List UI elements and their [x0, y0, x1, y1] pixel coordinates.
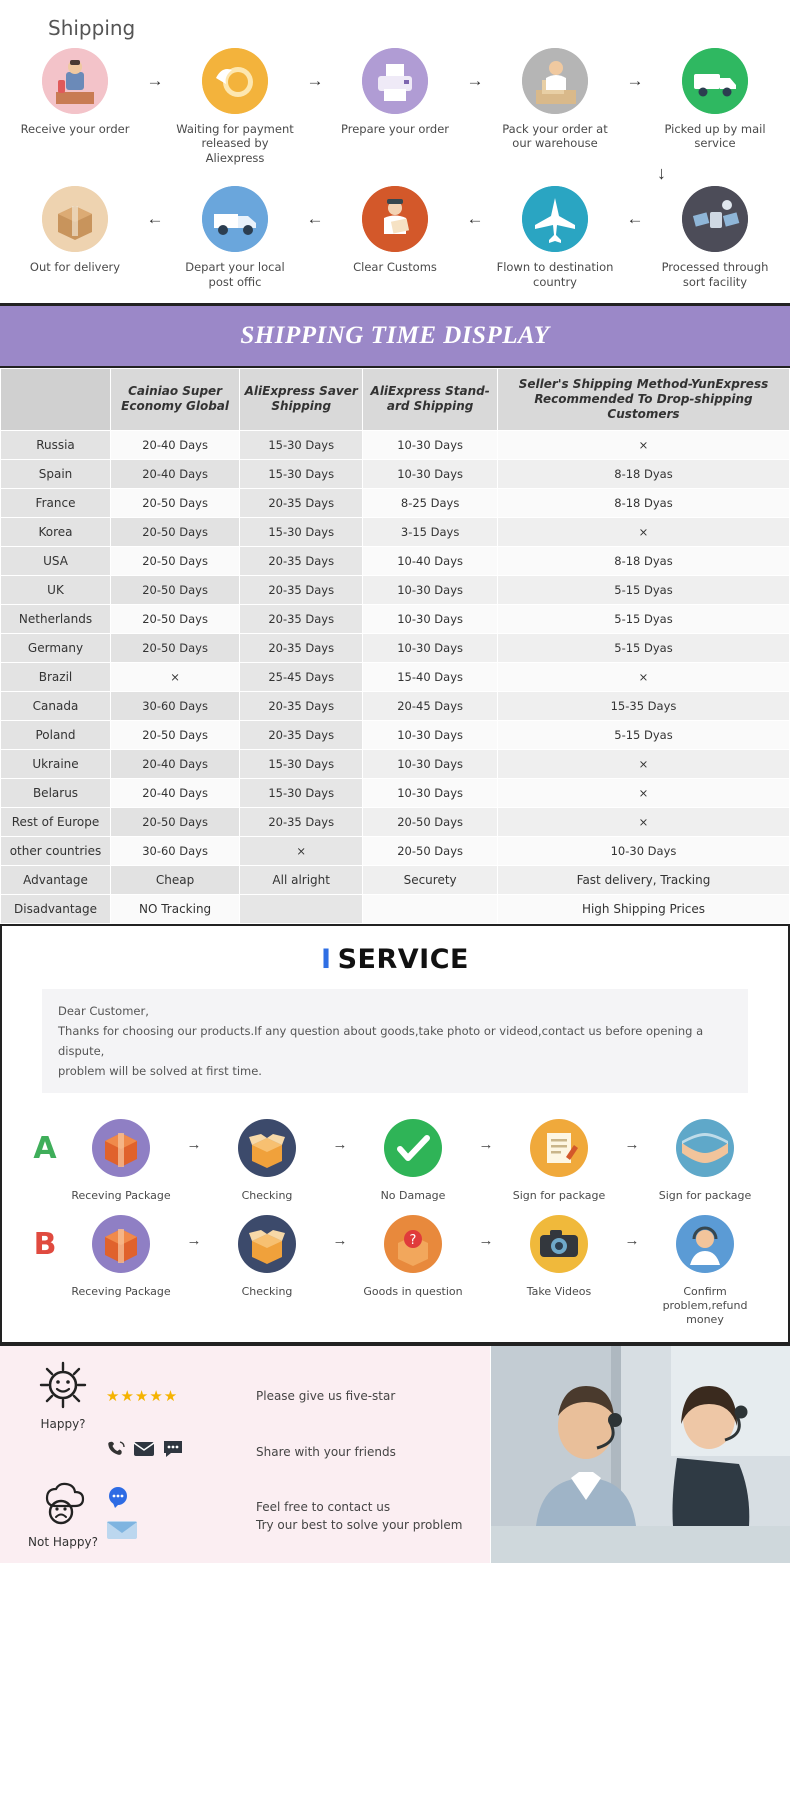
- call-center-photo: [490, 1346, 790, 1563]
- service-step: [63, 1115, 179, 1203]
- arrow-right-icon: →: [306, 71, 324, 90]
- five-star-rating: ★★★★★: [106, 1387, 179, 1405]
- service-section: [0, 924, 790, 1345]
- table-cell: Cheap: [111, 865, 240, 894]
- service-flow-row-a: [12, 1109, 778, 1205]
- table-cell: 20-35 Days: [240, 604, 363, 633]
- table-cell: 20-50 Days: [111, 604, 240, 633]
- envelope-icon[interactable]: [106, 1519, 138, 1546]
- table-cell-country: France: [1, 488, 111, 517]
- table-cell: 20-35 Days: [240, 691, 363, 720]
- table-cell: 30-60 Days: [111, 691, 240, 720]
- airplane-icon: [522, 186, 588, 252]
- open-box-icon: [234, 1115, 300, 1181]
- flow-step-label: Receive your order: [20, 122, 130, 136]
- table-cell: 20-50 Days: [111, 807, 240, 836]
- service-step-label: Take Videos: [526, 1285, 592, 1299]
- table-cell: 15-30 Days: [240, 430, 363, 459]
- happy-text-line-1: Please give us five-star: [256, 1388, 396, 1403]
- table-cell: ×: [497, 778, 789, 807]
- arrow-down-icon: ↓: [657, 163, 666, 184]
- service-step: [355, 1115, 471, 1203]
- arrow-right-icon: →: [478, 1135, 494, 1153]
- sun-happy-icon: [38, 1360, 88, 1415]
- happy-icons: [106, 1387, 256, 1405]
- happy-text: [256, 1387, 395, 1405]
- table-cell: ×: [497, 749, 789, 778]
- service-step-label: Confirm problem,refund money: [662, 1285, 748, 1326]
- flow-step: [493, 186, 617, 289]
- table-cell: Securety: [363, 865, 498, 894]
- table-cell: ×: [111, 662, 240, 691]
- check-mark-icon: [380, 1115, 446, 1181]
- delivery-van-icon: [202, 186, 268, 252]
- service-step-label: Sign for package: [512, 1189, 606, 1203]
- table-cell: 8-25 Days: [363, 488, 498, 517]
- arrow-left-icon: ←: [306, 209, 324, 229]
- flow-step: [173, 186, 297, 289]
- not-happy-text-line-2: Try our best to solve your problem: [256, 1517, 463, 1532]
- happy-text-line-2: Share with your friends: [256, 1444, 396, 1459]
- table-cell-country: Korea: [1, 517, 111, 546]
- arrow-right-icon: →: [626, 71, 644, 90]
- footer-contact-section: [0, 1344, 790, 1563]
- table-cell-country: Brazil: [1, 662, 111, 691]
- table-cell-country: other countries: [1, 836, 111, 865]
- table-cell: 8-18 Dyas: [497, 488, 789, 517]
- table-cell: Fast delivery, Tracking: [497, 865, 789, 894]
- arrow-right-icon: →: [478, 1231, 494, 1249]
- service-step: [355, 1211, 471, 1299]
- flow-step: [173, 48, 297, 165]
- arrow-left-icon: ←: [146, 209, 164, 229]
- footer-left: [0, 1346, 490, 1563]
- table-cell: 20-35 Days: [240, 575, 363, 604]
- arrow-right-icon: →: [146, 71, 164, 90]
- table-cell: 15-40 Days: [363, 662, 498, 691]
- table-cell-country: Rest of Europe: [1, 807, 111, 836]
- table-cell: 20-40 Days: [111, 749, 240, 778]
- service-step-label: Checking: [241, 1189, 293, 1203]
- service-step: [209, 1115, 325, 1203]
- table-cell: 20-50 Days: [363, 836, 498, 865]
- table-cell: 3-15 Days: [363, 517, 498, 546]
- table-cell: 5-15 Dyas: [497, 604, 789, 633]
- table-cell: NO Tracking: [111, 894, 240, 923]
- mail-icon[interactable]: [133, 1440, 155, 1463]
- contact-icons: [106, 1439, 256, 1464]
- service-step-label: No Damage: [380, 1189, 446, 1203]
- customer-notice: [42, 989, 748, 1094]
- flow-step: [13, 186, 137, 274]
- service-flow-row-b: [12, 1205, 778, 1328]
- footer-row-not-happy: [20, 1482, 482, 1549]
- table-cell: 10-30 Days: [363, 459, 498, 488]
- table-body: [1, 430, 790, 923]
- table-cell-country: Poland: [1, 720, 111, 749]
- flow-step-label: Waiting for payment released by Aliexpress: [176, 122, 294, 165]
- table-cell: [240, 894, 363, 923]
- service-step: [63, 1211, 179, 1299]
- svg-text:?: ?: [409, 1233, 417, 1249]
- flow-step-label: Out for delivery: [29, 260, 121, 275]
- table-cell-country: Russia: [1, 430, 111, 459]
- flow-step-label: Clear Customs: [353, 260, 437, 275]
- banner-title: SHIPPING TIME DISPLAY: [240, 321, 550, 349]
- arrow-right-icon: →: [186, 1231, 202, 1249]
- table-cell: 20-35 Days: [240, 546, 363, 575]
- table-cell-country: Ukraine: [1, 749, 111, 778]
- customer-support-icon: [672, 1211, 738, 1277]
- service-step-label: Goods in question: [363, 1285, 463, 1299]
- phone-icon[interactable]: [106, 1439, 126, 1464]
- not-happy-icons: [106, 1486, 256, 1546]
- flow-step: [653, 186, 777, 289]
- arrow-right-icon: →: [186, 1135, 202, 1153]
- table-cell: 20-50 Days: [111, 720, 240, 749]
- table-cell: [363, 894, 498, 923]
- table-cell-country: Germany: [1, 633, 111, 662]
- table-row: [1, 691, 790, 720]
- flow-step: [333, 186, 457, 274]
- table-cell: All alright: [240, 865, 363, 894]
- table-cell: 8-18 Dyas: [497, 459, 789, 488]
- service-step-label: Receving Package: [71, 1285, 171, 1299]
- printer-icon: [362, 48, 428, 114]
- table-cell: 20-45 Days: [363, 691, 498, 720]
- table-cell: 10-30 Days: [497, 836, 789, 865]
- sign-document-icon: [526, 1115, 592, 1181]
- table-cell: 20-50 Days: [111, 546, 240, 575]
- shipping-flow-row-2: [0, 182, 790, 289]
- table-cell-country: Belarus: [1, 778, 111, 807]
- service-step: [501, 1115, 617, 1203]
- parcel-box-icon: [42, 186, 108, 252]
- footer-row-happy: [20, 1360, 482, 1431]
- table-cell: 8-18 Dyas: [497, 546, 789, 575]
- service-step: [501, 1211, 617, 1299]
- table-cell: 20-40 Days: [111, 778, 240, 807]
- table-row: [1, 836, 790, 865]
- not-happy-text-line-1: Feel free to contact us: [256, 1499, 391, 1514]
- service-step-label: Sign for package: [658, 1189, 752, 1203]
- table-cell: ×: [497, 662, 789, 691]
- not-happy-text: [256, 1498, 462, 1534]
- table-cell: 10-30 Days: [363, 575, 498, 604]
- service-step-label: Checking: [241, 1285, 293, 1299]
- table-cell: ×: [240, 836, 363, 865]
- flow-step-label: Processed through sort facility: [661, 260, 769, 289]
- table-header-row: [1, 368, 790, 430]
- shipping-heading: Shipping: [48, 16, 136, 40]
- flow-step-label: Picked up by mail service: [664, 122, 766, 151]
- happy-face-block: [20, 1360, 106, 1431]
- service-step-label: Receving Package: [71, 1189, 171, 1203]
- not-happy-label: Not Happy?: [28, 1535, 98, 1550]
- flow-step: [13, 48, 137, 136]
- question-box-icon: [380, 1211, 446, 1277]
- table-cell: 10-40 Days: [363, 546, 498, 575]
- flow-step-label: Flown to destination country: [496, 260, 614, 289]
- packing-icon: [522, 48, 588, 114]
- notice-line: problem will be solved at first time.: [58, 1064, 262, 1079]
- customs-officer-icon: [362, 186, 428, 252]
- footer-row-happy-share: [20, 1439, 482, 1464]
- flow-down-arrow-wrap: [0, 163, 790, 184]
- chat-icon[interactable]: [162, 1439, 184, 1464]
- cloud-sad-icon: [37, 1482, 89, 1533]
- flow-step-label: Prepare your order: [340, 122, 449, 136]
- table-cell: 15-30 Days: [240, 459, 363, 488]
- arrow-right-icon: →: [624, 1231, 640, 1249]
- table-cell: 20-35 Days: [240, 720, 363, 749]
- table-cell: 10-30 Days: [363, 633, 498, 662]
- service-step: [209, 1211, 325, 1299]
- table-cell-country: UK: [1, 575, 111, 604]
- table-cell: 5-15 Dyas: [497, 720, 789, 749]
- table-cell: ×: [497, 517, 789, 546]
- table-cell: 20-35 Days: [240, 488, 363, 517]
- table-cell: 30-60 Days: [111, 836, 240, 865]
- handshake-icon: [672, 1115, 738, 1181]
- table-cell: 20-40 Days: [111, 459, 240, 488]
- table-cell-country: Netherlands: [1, 604, 111, 633]
- package-box-icon: [88, 1211, 154, 1277]
- table-cell: 20-50 Days: [111, 517, 240, 546]
- table-cell-country: Canada: [1, 691, 111, 720]
- table-row: [1, 517, 790, 546]
- table-row: [1, 662, 790, 691]
- service-row-letter-a: A: [33, 1131, 57, 1167]
- table-row: [1, 807, 790, 836]
- table-cell: ×: [497, 430, 789, 459]
- table-cell: 15-30 Days: [240, 778, 363, 807]
- notice-line: Dear Customer,: [58, 1003, 149, 1018]
- arrow-right-icon: →: [624, 1135, 640, 1153]
- notice-line: Thanks for choosing our products.If any question about goods,take photo or videod,contact us before opening a dispute,: [58, 1024, 704, 1059]
- service-step: [647, 1115, 763, 1203]
- shipping-time-banner: [0, 303, 790, 368]
- package-box-icon: [88, 1115, 154, 1181]
- table-row: [1, 720, 790, 749]
- table-cell: 15-35 Days: [497, 691, 789, 720]
- not-happy-face-block: [20, 1482, 106, 1549]
- flow-step: [493, 48, 617, 151]
- table-cell: 20-40 Days: [111, 430, 240, 459]
- shipping-flow-row-1: [0, 44, 790, 165]
- table-cell-country: Spain: [1, 459, 111, 488]
- service-step: [647, 1211, 763, 1326]
- service-heading-text: SERVICE: [337, 943, 469, 975]
- table-header-cell-3: AliExpress Stand-ard Shipping: [363, 368, 498, 430]
- service-heading-bar: I: [321, 943, 332, 975]
- person-order-icon: [42, 48, 108, 114]
- table-row: [1, 459, 790, 488]
- shipping-time-table: [0, 368, 790, 924]
- table-row: [1, 633, 790, 662]
- share-text: [256, 1443, 396, 1461]
- table-cell-country: USA: [1, 546, 111, 575]
- table-row: [1, 575, 790, 604]
- truck-icon: [682, 48, 748, 114]
- coin-payment-icon: [202, 48, 268, 114]
- chat-bubble-icon[interactable]: [106, 1486, 130, 1513]
- table-cell: 5-15 Dyas: [497, 575, 789, 604]
- shipping-flow-section: [0, 0, 790, 303]
- table-cell: 15-30 Days: [240, 749, 363, 778]
- flow-step-label: Pack your order at our warehouse: [502, 122, 608, 151]
- table-cell-country: Disadvantage: [1, 894, 111, 923]
- happy-label: Happy?: [40, 1417, 86, 1432]
- table-cell: High Shipping Prices: [497, 894, 789, 923]
- table-header-cell-2: AliExpress Saver Shipping: [240, 368, 363, 430]
- flow-step: [333, 48, 457, 136]
- table-cell: 10-30 Days: [363, 749, 498, 778]
- flow-step-label: Depart your local post offic: [185, 260, 285, 289]
- table-cell: 20-35 Days: [240, 633, 363, 662]
- arrow-right-icon: →: [332, 1135, 348, 1153]
- table-cell-country: Advantage: [1, 865, 111, 894]
- table-cell: 20-50 Days: [111, 633, 240, 662]
- table-header-cell-1: Cainiao Super Economy Global: [111, 368, 240, 430]
- table-row: [1, 778, 790, 807]
- table-header-cell-4: Seller's Shipping Method-YunExpress Recommended To Drop-shipping Customers: [497, 368, 789, 430]
- table-row: [1, 749, 790, 778]
- table-cell: 5-15 Dyas: [497, 633, 789, 662]
- table-cell: 10-30 Days: [363, 604, 498, 633]
- arrow-left-icon: ←: [626, 209, 644, 229]
- table-row: [1, 894, 790, 923]
- table-cell: 10-30 Days: [363, 720, 498, 749]
- service-row-letter-b: B: [33, 1227, 57, 1263]
- table-row: [1, 865, 790, 894]
- flow-step: [653, 48, 777, 151]
- table-cell: 20-50 Days: [363, 807, 498, 836]
- arrow-left-icon: ←: [466, 209, 484, 229]
- table-cell: 15-30 Days: [240, 517, 363, 546]
- arrow-right-icon: →: [332, 1231, 348, 1249]
- table-row: [1, 546, 790, 575]
- service-heading: [12, 944, 778, 975]
- camera-icon: [526, 1211, 592, 1277]
- table-cell: 25-45 Days: [240, 662, 363, 691]
- table-row: [1, 430, 790, 459]
- table-cell: 20-35 Days: [240, 807, 363, 836]
- table-cell: 20-50 Days: [111, 575, 240, 604]
- table-row: [1, 488, 790, 517]
- table-row: [1, 604, 790, 633]
- open-box-icon: [234, 1211, 300, 1277]
- table-cell: 10-30 Days: [363, 778, 498, 807]
- table-header-cell-0: [1, 368, 111, 430]
- table-cell: 20-50 Days: [111, 488, 240, 517]
- table-cell: ×: [497, 807, 789, 836]
- table-cell: 10-30 Days: [363, 430, 498, 459]
- satellite-icon: [682, 186, 748, 252]
- arrow-right-icon: →: [466, 71, 484, 90]
